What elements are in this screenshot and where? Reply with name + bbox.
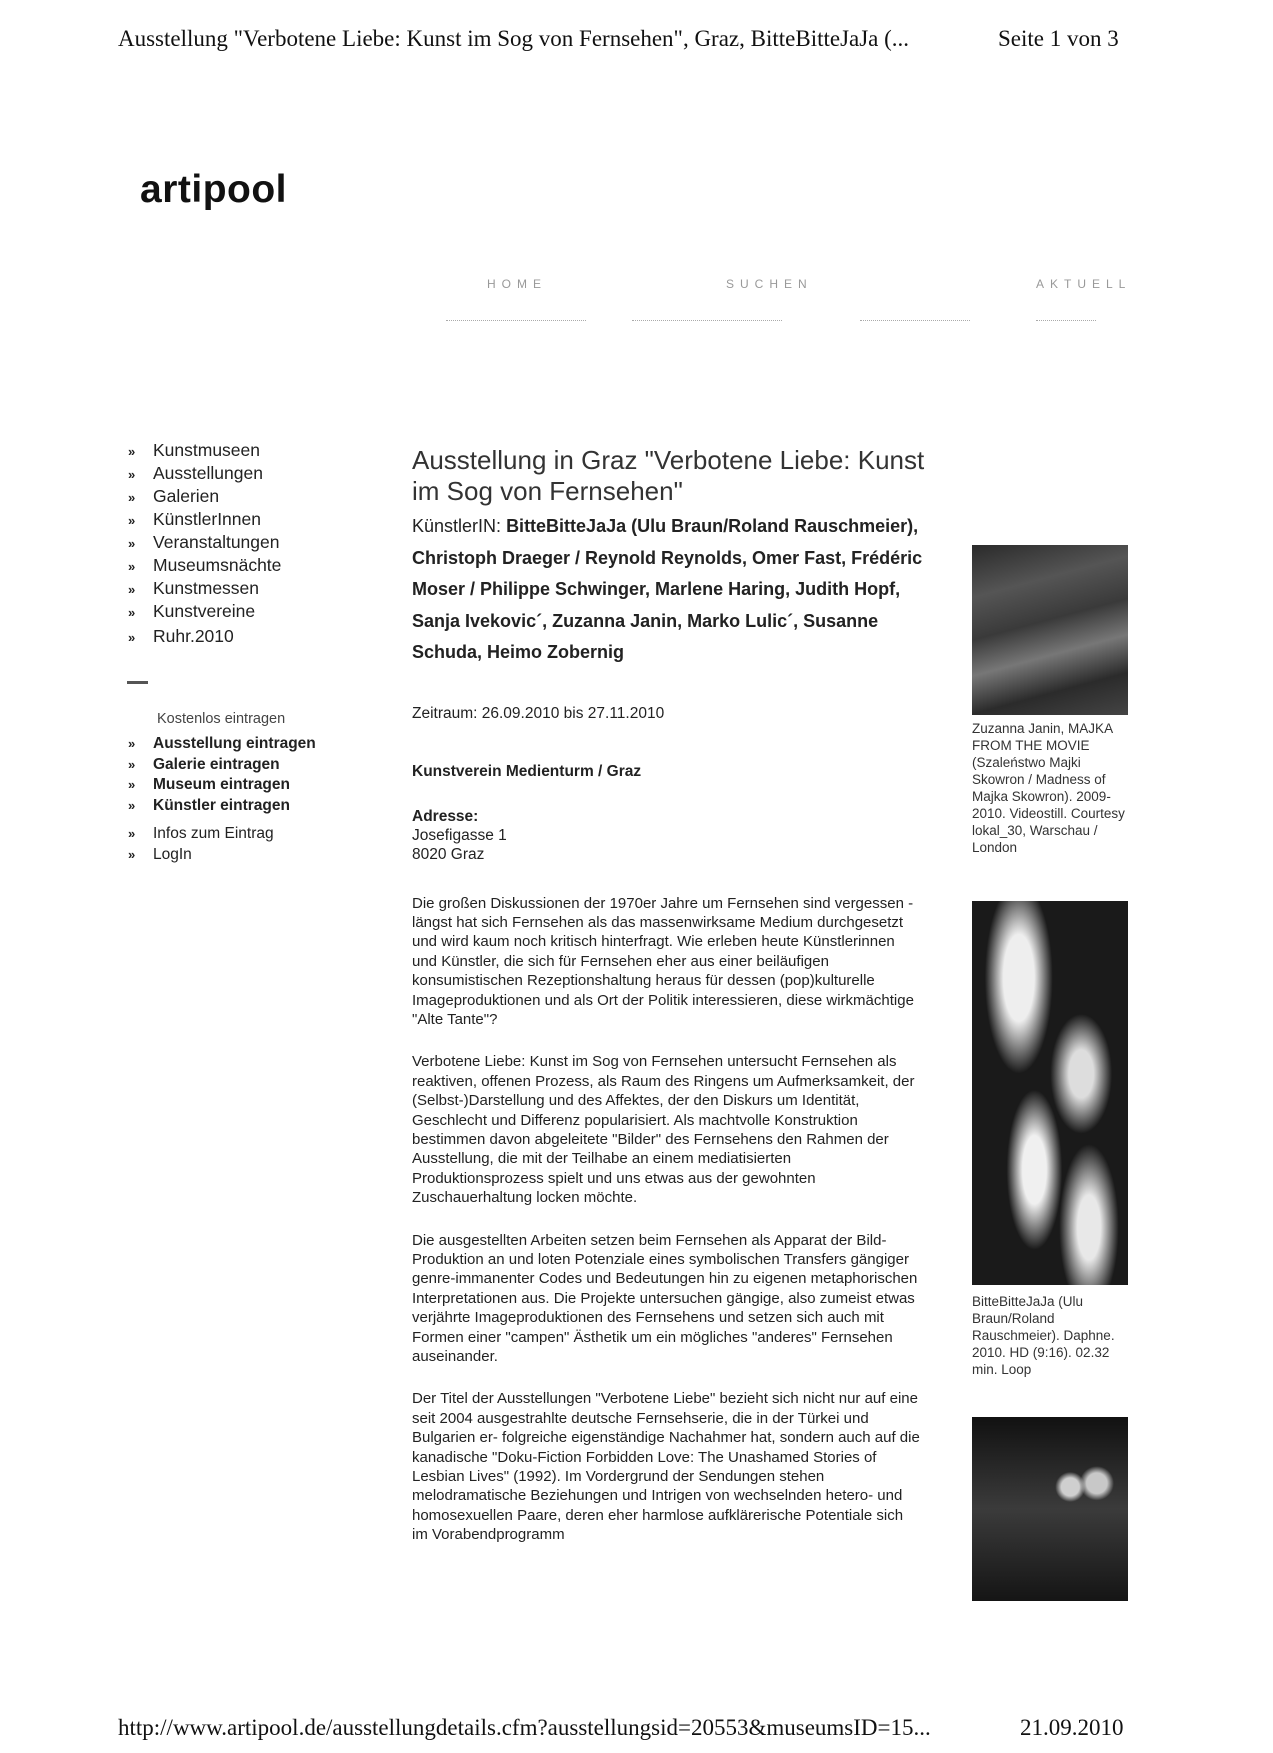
bullet-icon: »	[128, 846, 136, 862]
sidebar-item-ausstellungen[interactable]: » Ausstellungen	[128, 463, 263, 483]
print-page-number: Seite 1 von 3	[998, 26, 1119, 51]
print-footer-url: http://www.artipool.de/ausstellungdetails.cfm?ausstellungsid=20553&museumsID=15...	[118, 1715, 931, 1740]
bullet-icon: »	[128, 582, 136, 597]
bullet-icon: »	[128, 559, 136, 574]
article-paragraph: Der Titel der Ausstellungen "Verbotene Liebe" bezieht sich nicht nur auf eine seit 2004 ausgestrahlte deutsche Fernsehserie, die in der Türkei und Bulgarien er- folgreiche eigenständige Nachahmer hat, sondern auch auf die kanadische "Doku-Fiction Forbidden Love: The Unashamed Stories of Lesbian Lives" (1992). Im Vordergrund der Sendungen stehen melodramatische Beziehungen und Intrigen von wechselnden hetero- und homosexuellen Paare, deren eher harmlose aufklärerische Potentiale sich im Vorabendprogramm	[412, 1390, 920, 1544]
sidebar-nav	[128, 440, 358, 649]
bullet-icon: »	[128, 826, 136, 841]
bullet-icon: »	[128, 490, 136, 505]
free-entry-label: Kostenlos eintragen	[157, 711, 286, 727]
link-login[interactable]: » LogIn	[128, 845, 192, 863]
link-kuenstler-eintragen[interactable]: » Künstler eintragen	[128, 796, 290, 814]
sidebar-item-galerien[interactable]: » Galerien	[128, 486, 220, 506]
nav-divider	[632, 320, 782, 321]
sidebar-item-veranstaltungen[interactable]: » Veranstaltungen	[128, 532, 280, 552]
artists-names: BitteBitteJaJa (Ulu Braun/Roland Rauschmeier), Christoph Draeger / Reynold Reynolds, Omer Fast, Frédéric Moser / Philippe Schwinger, Marlene Haring, Judith Hopf, Sanja Ivekovic´, Zuzanna Janin, Marko Lulic´, Susanne Schuda, Heimo Zobernig	[412, 516, 923, 662]
sidebar-item-kunstmuseen[interactable]: » Kunstmuseen	[128, 440, 261, 460]
nav-divider	[1036, 320, 1096, 321]
sidebar-divider	[127, 681, 148, 684]
bullet-icon: »	[128, 513, 136, 528]
link-ausstellung-eintragen[interactable]: » Ausstellung eintragen	[128, 735, 316, 752]
artwork-image-third[interactable]	[972, 1417, 1128, 1601]
article-paragraph: Verbotene Liebe: Kunst im Sog von Fernsehen untersucht Fernsehen als reaktiven, offenen Prozess, als Raum des Ringens um Aufmerksamkeit, der (Selbst-)Darstellung und des Affektes, der den Diskurs um Identität, Geschlecht und Differenz popularisiert. Als machtvolle Konstruktion bestimmen davon abgeleitete "Bilder" des Fernsehens den Rahmen der Ausstellung, die mit der Teilhabe an einem mediatisierten Produktionsprozess spielt und uns etwas aus der gewohnten Zuschauerhaltung locken möchte.	[412, 1053, 915, 1207]
exhibition-period: Zeitraum: 26.09.2010 bis 27.11.2010	[412, 704, 665, 722]
link-museum-eintragen[interactable]: » Museum eintragen	[128, 776, 290, 793]
artists-label: KünstlerIN:	[412, 516, 502, 536]
image-caption: BitteBitteJaJa (Ulu Braun/Roland Rauschmeier). Daphne. 2010. HD (9:16). 02.32 min. Loop	[972, 1294, 1115, 1377]
sidebar-item-ruhr-2010[interactable]: » Ruhr.2010	[128, 626, 234, 646]
bullet-icon: »	[128, 736, 136, 751]
article-paragraph: Die ausgestellten Arbeiten setzen beim Fernsehen als Apparat der Bild-Produktion an und loten Potenziale eines symbolischen Transfers gängiger genre-immanenter Codes und Bedeutungen hin zu eigenen metaphorischen Interpretationen aus. Die Projekte untersuchen gängige, also zumeist etwas verjährte Imageproduktionen des Fernsehens und setzen sich auch mit Formen einer "campen" Ästhetik um ein mögliches "anderes" Fernsehen auseinander.	[412, 1231, 918, 1366]
nav-divider	[446, 320, 586, 321]
link-infos-zum-eintrag[interactable]: » Infos zum Eintrag	[128, 825, 274, 842]
artwork-image-bittebittejaja[interactable]	[972, 901, 1128, 1285]
artist-list	[412, 511, 932, 669]
spacer	[128, 817, 368, 825]
bullet-icon: »	[128, 630, 136, 645]
sidebar-item-kuenstlerinnen[interactable]: » KünstlerInnen	[128, 509, 261, 529]
artwork-image-janin[interactable]	[972, 545, 1128, 715]
link-galerie-eintragen[interactable]: » Galerie eintragen	[128, 755, 280, 773]
address-city: 8020 Graz	[412, 845, 485, 863]
article-paragraph: Die großen Diskussionen der 1970er Jahre um Fernsehen sind vergessen - längst hat sich Fernsehen als das massenwirksame Medium durchgesetzt und wird kaum noch kritisch hinterfragt. Wie erleben heute Künstlerinnen und Künstler, die sich für Fernsehen eher aus einer beiläufigen konsumistischen Rezeptionshaltung heraus für dessen (pop)kulturelle Imageproduktionen und als Ort der Politik interessieren, diese wirkmächtige "Alte Tante"?	[412, 894, 914, 1028]
image-caption: Zuzanna Janin, MAJKA FROM THE MOVIE (Szaleństwo Majki Skowron / Madness of Majka Skowron). 2009-2010. Videostill. Courtesy lokal_30, Warschau / London	[972, 721, 1125, 855]
print-header-title: Ausstellung "Verbotene Liebe: Kunst im Sog von Fernsehen", Graz, BitteBitteJaJa (...	[118, 26, 910, 51]
bullet-icon: »	[128, 605, 136, 620]
bullet-icon: »	[128, 444, 136, 459]
nav-suchen[interactable]: SUCHEN	[726, 277, 813, 291]
address-label: Adresse:	[412, 807, 479, 825]
site-logo[interactable]: artipool	[140, 168, 287, 211]
bullet-icon: »	[128, 797, 136, 813]
print-footer-date: 21.09.2010	[1020, 1715, 1124, 1740]
nav-divider	[860, 320, 970, 321]
bullet-icon: »	[128, 756, 136, 772]
bullet-icon: »	[128, 777, 136, 792]
address-street: Josefigasse 1	[412, 826, 507, 844]
sidebar-item-kunstmessen[interactable]: » Kunstmessen	[128, 578, 260, 598]
entry-links	[128, 735, 368, 866]
nav-home[interactable]: HOME	[487, 277, 547, 291]
bullet-icon: »	[128, 536, 136, 551]
nav-aktuell[interactable]: AKTUELL	[1036, 277, 1132, 291]
bullet-icon: »	[128, 467, 136, 482]
article	[412, 445, 932, 1545]
sidebar-item-kunstvereine[interactable]: » Kunstvereine	[128, 601, 256, 621]
sidebar-item-museumsnaechte[interactable]: » Museumsnächte	[128, 555, 282, 575]
venue-name: Kunstverein Medienturm / Graz	[412, 762, 642, 780]
article-headline: Ausstellung in Graz "Verbotene Liebe: Kunst im Sog von Fernsehen"	[412, 445, 925, 506]
